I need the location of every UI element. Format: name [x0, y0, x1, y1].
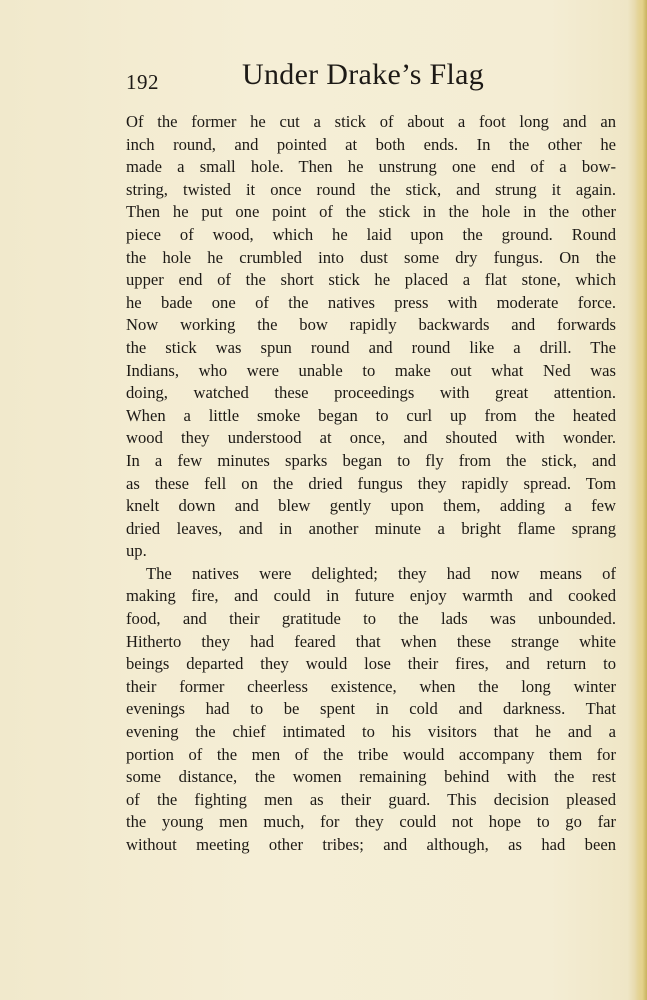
text-line: doing, watched these proceedings with great attention.: [126, 383, 616, 403]
text-line: Indians, who were unable to make out what Ned was: [126, 360, 616, 380]
text-line: the young men much, for they could not hope to go far: [126, 812, 616, 832]
text-line: Now working the bow rapidly backwards and forwards: [126, 315, 616, 335]
text-line: Of the former he cut a stick of about a foot long and an: [126, 112, 616, 131]
page-edge: [635, 0, 647, 1000]
running-head: Under Drake’s Flag: [242, 58, 485, 91]
text-line: upper end of the short stick he placed a flat stone, which: [126, 270, 616, 290]
text-line: portion of the men of the tribe would accompany them for: [126, 744, 616, 764]
text-line: In a few minutes sparks began to fly from the stick, and: [126, 450, 616, 470]
page-number: 192: [126, 70, 159, 94]
text-line: made a small hole. Then he unstrung one end of a bow-: [126, 157, 616, 177]
text-line: the hole he crumbled into dust some dry fungus. On the: [126, 247, 616, 267]
paragraph-start-line: The natives were delighted; they had now means of: [146, 563, 616, 583]
text-line: making fire, and could in future enjoy warmth and cooked: [126, 586, 616, 606]
text-line: inch round, and pointed at both ends. In the other he: [126, 134, 616, 154]
text-line: string, twisted it once round the stick, and strung it again.: [126, 179, 616, 199]
text-line: piece of wood, which he laid upon the ground. Round: [126, 224, 616, 244]
text-line: Hitherto they had feared that when these strange white: [126, 631, 616, 651]
text-line: without meeting other tribes; and although, as had been: [126, 835, 616, 854]
text-line: he bade one of the natives press with moderate force.: [126, 292, 616, 312]
text-line: dried leaves, and in another minute a bright flame sprang: [126, 518, 616, 538]
text-line: evenings had to be spent in cold and darkness. That: [126, 699, 616, 719]
text-line: knelt down and blew gently upon them, adding a few: [126, 496, 616, 516]
text-line: as these fell on the dried fungus they rapidly spread. Tom: [126, 473, 616, 493]
text-line: up.: [126, 541, 147, 561]
text-line: their former cheerless existence, when the long winter: [126, 676, 616, 696]
text-line: food, and their gratitude to the lads was unbounded.: [126, 609, 616, 629]
text-line: the stick was spun round and round like a drill. The: [126, 337, 616, 357]
text-line: wood they understood at once, and shouted with wonder.: [126, 428, 616, 448]
text-line: of the fighting men as their guard. This decision pleased: [126, 789, 616, 809]
text-line: When a little smoke began to curl up from the heated: [126, 405, 616, 425]
page-header: [126, 58, 616, 98]
text-line: Then he put one point of the stick in the hole in the other: [126, 202, 616, 222]
text-line: some distance, the women remaining behind with the rest: [126, 767, 616, 787]
text-line: beings departed they would lose their fires, and return to: [126, 654, 616, 674]
body-text: [126, 111, 616, 857]
text-line: evening the chief intimated to his visitors that he and a: [126, 722, 616, 742]
